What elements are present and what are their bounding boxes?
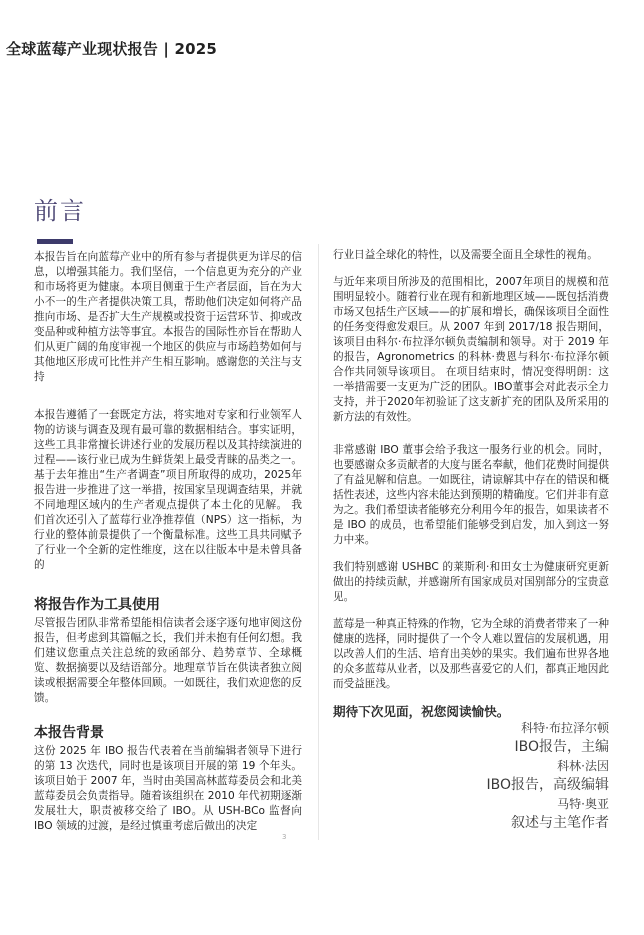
report-header-title: 全球蓝莓产业现状报告 | 2025 [6, 40, 218, 58]
signature-3-role: 叙述与主笔作者 [511, 815, 609, 831]
right-paragraph-1: 行业日益全球化的特性，以及需要全面且全球性的视角。 [333, 249, 598, 261]
column-divider [318, 244, 319, 840]
right-paragraph-3: 非常感谢 IBO 董事会给予我这一服务行业的机会。同时，也要感谢众多贡献者的大度与匿名奉献，他们花费时间提供了有益见解和信息。一如既往，请谅解其中存在的错误和概括性表述，这些内容未能达到预期的精确度。它们并非有意为之。我们希望读者能够充分利用今年的报告，如果读者不是 IBO 的成员，也希望能们能够受到启发，加入到这一努力中来。 [333, 444, 609, 546]
title-accent-bar [37, 239, 73, 244]
page-number: 3 [282, 833, 287, 841]
signature-2-role: IBO报告，高级编辑 [486, 777, 609, 793]
closing-line: 期待下次见面，祝您阅读愉快。 [333, 704, 510, 719]
right-paragraph-4: 我们特别感谢 USHBC 的莱斯利·和田女士为健康研究更新做出的持续贡献，并感谢所有国家成员对国别部分的宝贵意见。 [333, 561, 609, 603]
signature-1-role: IBO报告，主编 [514, 739, 609, 755]
background-paragraph: 这份 2025 年 IBO 报告代表着在当前编辑者领导下进行的第 13 次迭代，同时也是该项目开展的第 19 个年头。该项目始于 2007 年，当时由美国高林蓝莓委员会和北美蓝莓委员会负责指导。随着该组织在 2010 年代初期逐渐发展壮大，职责被移交给了 IBO。从 USH-BCo 监督向 IBO 领域的过渡，是经过慎重考虑后做出的决定 [34, 745, 302, 832]
signatures [333, 719, 609, 833]
signature-1-name: 科特·布拉泽尔顿 [521, 721, 609, 735]
left-column [34, 250, 302, 834]
intro-paragraph-1: 本报告旨在向蓝莓产业中的所有参与者提供更为详尽的信息，以增强其能力。我们坚信，一个信息更为充分的产业和市场将更为健康。本项目侧重于生产者层面，旨在为大小不一的生产者提供决策工具，帮助他们决定如何将产品推向市场、是否扩大生产规模或投资于运营环节、抑或改变品种或种植方法等事宜。本报告的国际性亦旨在帮助人们从更广阔的角度审视一个地区的供应与市场趋势如何与其他地区形成可比性并产生相互影响。感谢您的关注与支持 [34, 251, 302, 383]
signature-3-name: 马特·奥亚 [557, 797, 609, 811]
signature-2-name: 科林·法因 [557, 759, 609, 773]
right-paragraph-2: 与近年来项目所涉及的范围相比，2007年项目的规模和范围明显较小。随着行业在现有和新地理区域——既包括消费市场又包括生产区域——的扩展和增长，确保该项目全面性的任务变得愈发艰巨。从 2007 年到 2017/18 报告期间，该项目由科尔·布拉泽尔顿负责编制和领导。对于 2019 年的报告，Agronometrics 的科林·费恩与科尔·布拉泽尔顿合作共同领导该项目。 在项目结束时，情况变得明朗：这一举措需要一支更为广泛的团队。IBO董事会对此表示全力支持，并于2020年初验证了这支新扩充的团队及所采用的新方法的有效性。 [333, 276, 609, 423]
section-heading-tool: 将报告作为工具使用 [34, 597, 160, 613]
intro-paragraph-2: 本报告遵循了一套既定方法，将实地对专家和行业领军人物的访谈与调查及现有最可靠的数据相结合。事实证明，这些工具非常擅长讲述行业的发展历程以及其持续演进的过程——该行业已成为生鲜货架上最受青睐的品类之一。基于去年推出“生产者调查”项目所取得的成功，2025年报告进一步推进了这一举措，按国家呈现调查结果，并就不同地理区域内的生产者观点提供了本土化的见解。 我们首次还引入了蓝莓行业净推荐值（NPS）这一指标，为行业的整体前景提供了一个衡量标准。这些工具共同赋予了行业一个全新的定性维度，这在以往版本中是未曾具备的 [34, 409, 302, 571]
right-column [333, 248, 609, 833]
section-heading-background: 本报告背景 [34, 725, 104, 741]
right-paragraph-5: 蓝莓是一种真正特殊的作物，它为全球的消费者带来了一种健康的选择，同时提供了一个令人难以置信的发展机遇，用以改善人们的生活、培育出美妙的果实。我们遍布世界各地的众多蓝莓从业者，以及那些喜爱它的人们，都真正地因此而受益匪浅。 [333, 618, 609, 690]
page-title: 前言 [34, 197, 86, 225]
tool-paragraph: 尽管报告团队非常希望能相信读者会逐字逐句地审阅这份报告，但考虑到其篇幅之长，我们并未抱有任何幻想。我们建议您重点关注总统的致函部分、趋势章节、全球概览、数据摘要以及结语部分。地理章节旨在供读者独立阅读或根据需要全年整体回顾。一如既往，我们欢迎您的反馈。 [34, 617, 302, 704]
